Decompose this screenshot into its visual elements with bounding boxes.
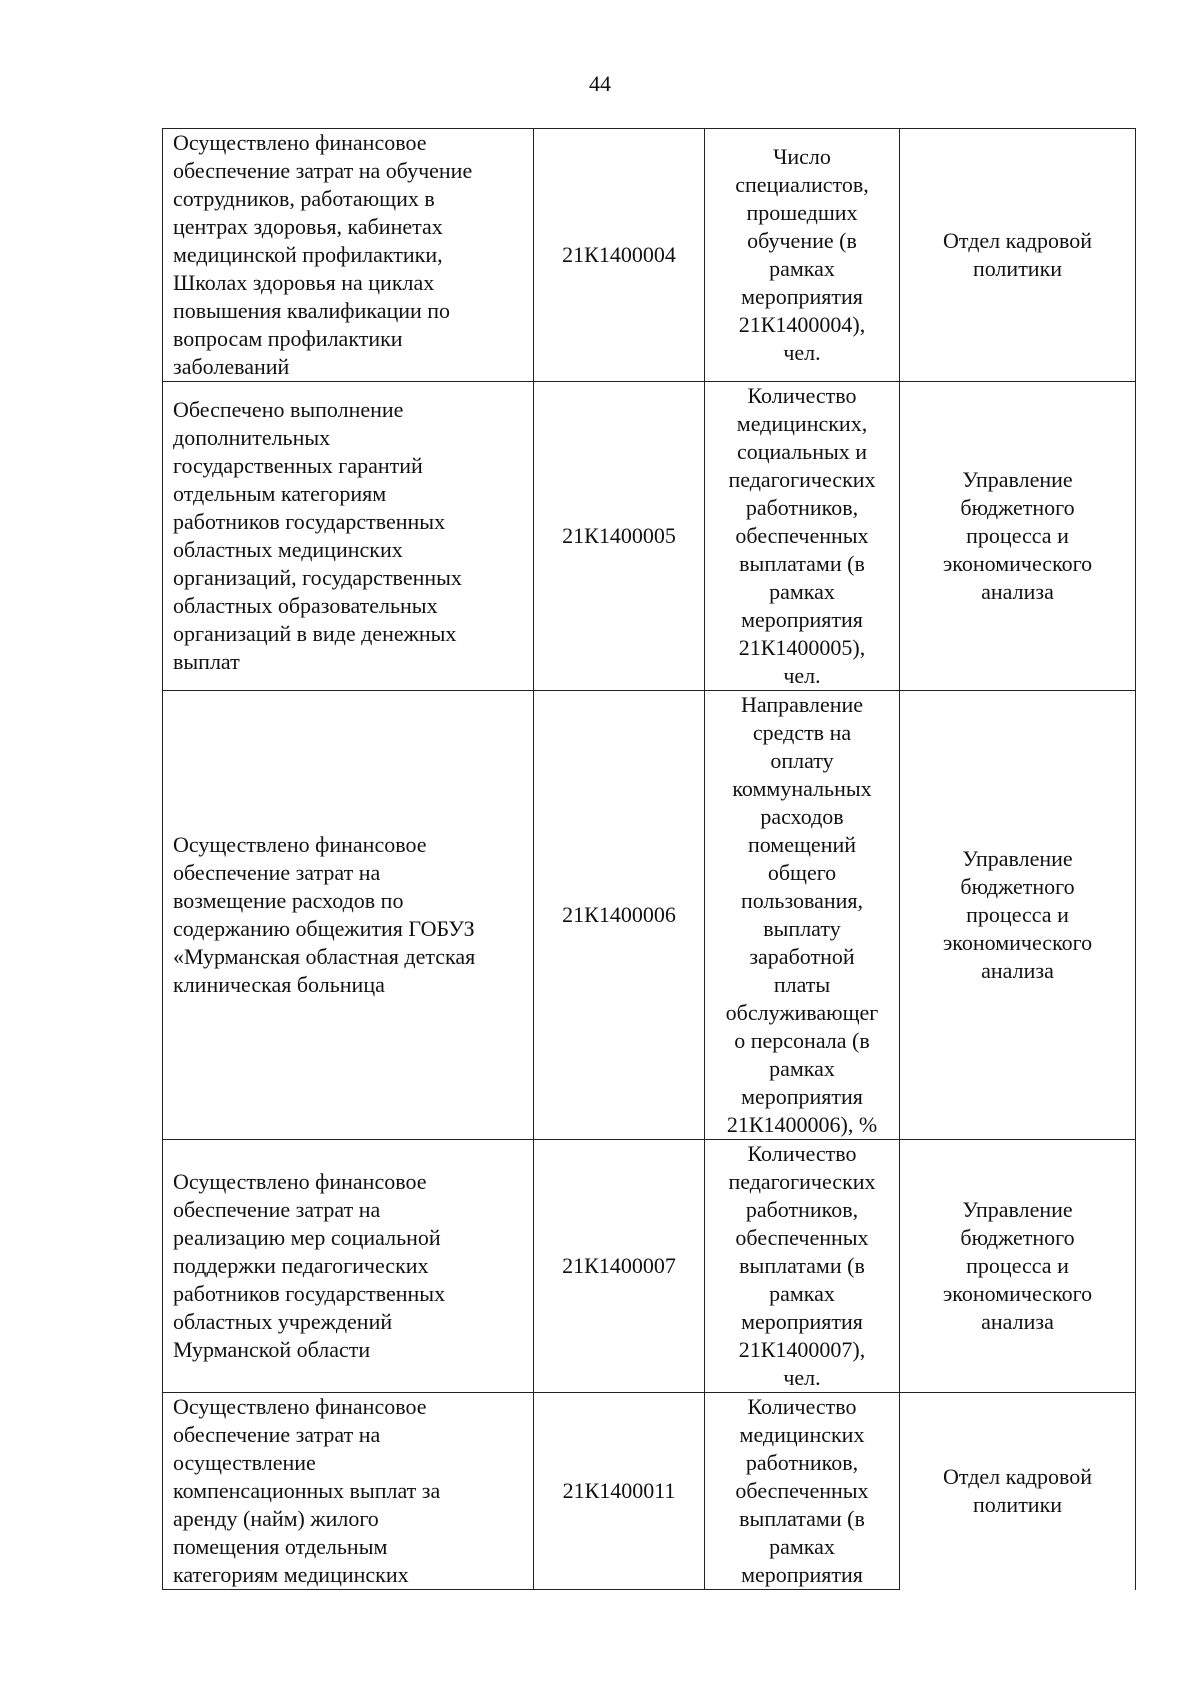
measure-description: Осуществлено финансовое обеспечение затрат на реализацию мер социальной поддержки педагогических работников государственных областных учреждений Мурманской области — [163, 1140, 534, 1393]
measure-description: Осуществлено финансовое обеспечение затрат на обучение сотрудников, работающих в центрах здоровья, кабинетах медицинской профилактики, Школах здоровья на циклах повышения квалификации по вопросам профилактики заболеваний — [163, 129, 534, 382]
responsible-department: Отдел кадровой политики — [900, 1393, 1136, 1590]
measure-indicator: Направление средств на оплату коммунальных расходов помещений общего пользования, выплату заработной платы обслуживающег о персонала (в рамках мероприятия 21К1400006), % — [705, 691, 900, 1140]
table-row — [163, 382, 1136, 691]
measure-indicator: Количество педагогических работников, обеспеченных выплатами (в рамках мероприятия 21К1400007), чел. — [705, 1140, 900, 1393]
measure-description: Осуществлено финансовое обеспечение затрат на возмещение расходов по содержанию общежития ГОБУЗ «Мурманская областная детская клиническая больница — [163, 691, 534, 1140]
measure-code: 21К1400005 — [534, 382, 705, 691]
responsible-department: Управление бюджетного процесса и экономического анализа — [900, 691, 1136, 1140]
table-row — [163, 691, 1136, 1140]
responsible-department: Отдел кадровой политики — [900, 129, 1136, 382]
measure-indicator: Количество медицинских работников, обеспеченных выплатами (в рамках мероприятия — [705, 1393, 900, 1590]
measure-code: 21К1400011 — [534, 1393, 705, 1590]
responsible-department: Управление бюджетного процесса и экономического анализа — [900, 382, 1136, 691]
measure-description: Осуществлено финансовое обеспечение затрат на осуществление компенсационных выплат за аренду (найм) жилого помещения отдельным категориям медицинских — [163, 1393, 534, 1590]
measure-code: 21К1400004 — [534, 129, 705, 382]
measures-table — [162, 128, 1136, 1590]
table-row — [163, 1393, 1136, 1590]
measure-description: Обеспечено выполнение дополнительных государственных гарантий отдельным категориям работников государственных областных медицинских организаций, государственных областных образовательных организаций в виде денежных выплат — [163, 382, 534, 691]
measure-indicator: Количество медицинских, социальных и педагогических работников, обеспеченных выплатами (в рамках мероприятия 21К1400005), чел. — [705, 382, 900, 691]
page-number: 44 — [589, 71, 611, 96]
responsible-department: Управление бюджетного процесса и экономического анализа — [900, 1140, 1136, 1393]
table-row — [163, 1140, 1136, 1393]
measure-indicator: Число специалистов, прошедших обучение (в рамках мероприятия 21К1400004), чел. — [705, 129, 900, 382]
measure-code: 21К1400007 — [534, 1140, 705, 1393]
measure-code: 21К1400006 — [534, 691, 705, 1140]
table-row — [163, 129, 1136, 382]
